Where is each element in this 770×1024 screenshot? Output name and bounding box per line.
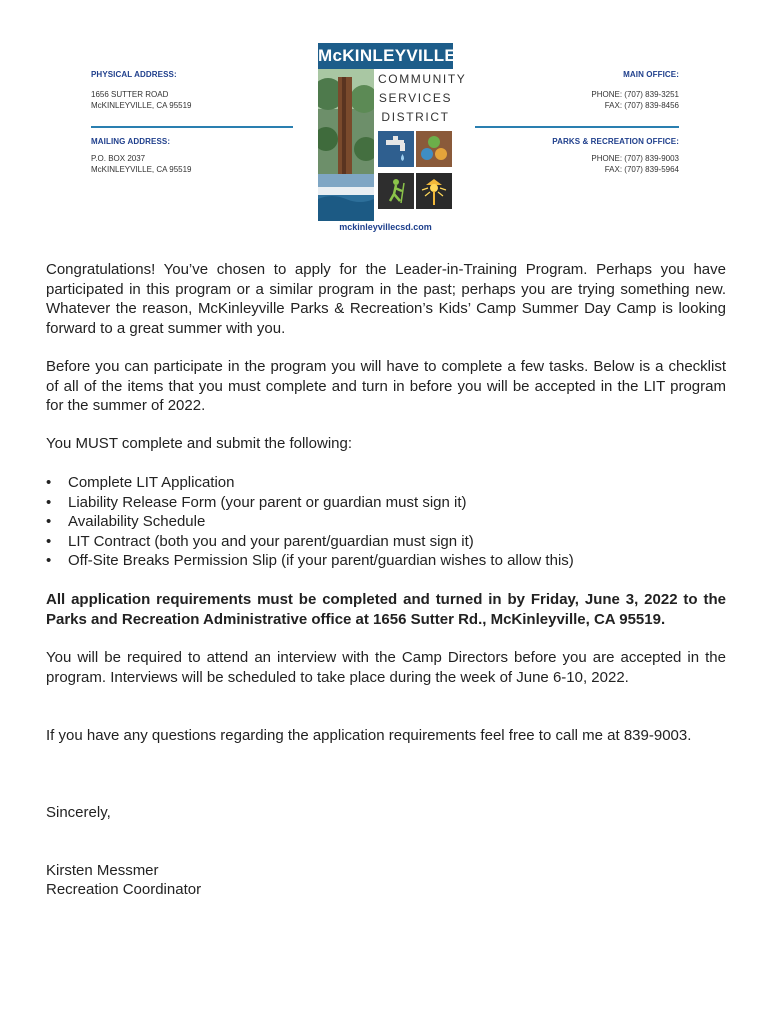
logo-word-community: COMMUNITY — [378, 72, 467, 86]
hiker-icon — [378, 173, 414, 209]
parks-office-phone: PHONE: (707) 839-9003 — [591, 154, 679, 163]
main-office-label: MAIN OFFICE: — [623, 70, 679, 79]
list-item — [46, 473, 726, 493]
physical-address-label: PHYSICAL ADDRESS: — [91, 70, 177, 79]
logo-word-district: DISTRICT — [381, 110, 450, 124]
list-item-text: Availability Schedule — [68, 513, 206, 530]
logo-photo — [318, 69, 374, 221]
list-item — [46, 493, 726, 513]
parks-office-fax: FAX: (707) 839-5964 — [604, 165, 679, 174]
header-rule-left — [91, 126, 293, 128]
list-item-text: LIT Contract (both you and your parent/guardian must sign it) — [68, 532, 474, 550]
bullet: • — [46, 493, 52, 511]
list-item — [46, 532, 726, 552]
parks-office-label: PARKS & RECREATION OFFICE: — [552, 137, 679, 146]
paragraph-questions: If you have any questions regarding the application requirements feel free to call me at 839-9003. — [46, 727, 692, 744]
deadline-notice: All application requirements must be completed and turned in by Friday, June 3, 2022 to the Parks and Recreation Administrative office at 1656 Sutter Rd., McKinleyville, CA 95519. — [46, 591, 726, 628]
logo-title: McKINLEYVILLE — [318, 43, 453, 69]
mailing-address-line2: McKINLEYVILLE, CA 95519 — [91, 165, 192, 174]
water-faucet-icon — [378, 131, 414, 167]
paragraph-interview: You will be required to attend an interview with the Camp Directors before you are accepted in the program. Interviews will be scheduled to take place during the week of June 6-10, 2022. — [46, 649, 726, 686]
bullet: • — [46, 552, 52, 569]
requirements-checklist — [46, 473, 726, 571]
recycle-icon — [416, 131, 452, 167]
physical-address-line1: 1656 SUTTER ROAD — [91, 90, 169, 99]
main-office-fax: FAX: (707) 839-8456 — [604, 101, 679, 110]
signer-name: Kirsten Messmer — [46, 862, 159, 879]
list-item-text: Liability Release Form (your parent or guardian must sign it) — [68, 493, 467, 511]
bullet: • — [46, 532, 52, 550]
streetlight-icon — [416, 173, 452, 209]
logo-word-services: SERVICES — [378, 91, 453, 105]
signer-title: Recreation Coordinator — [46, 881, 202, 898]
list-item-text: Off-Site Breaks Permission Slip (if your parent/guardian wishes to allow this) — [68, 552, 574, 569]
header-rule-right — [475, 126, 679, 128]
closing: Sincerely, — [46, 804, 111, 821]
district-logo — [318, 43, 467, 221]
list-item-text: Complete LIT Application — [68, 474, 235, 491]
bullet: • — [46, 513, 52, 530]
list-item — [46, 512, 726, 532]
mailing-address-label: MAILING ADDRESS: — [91, 137, 171, 146]
website-link[interactable]: mckinleyvillecsd.com — [339, 222, 432, 232]
list-item — [46, 551, 726, 571]
paragraph-intro: Congratulations! You’ve chosen to apply for the Leader-in-Training Program. Perhaps you have participated in this program or a similar program in the past; perhaps you are trying something new. Whatever the reason, McKinleyville Parks & Recreation’s Kids’ Camp Summer Day Camp is looking forward to a great summer with you. — [46, 261, 726, 337]
paragraph-must-submit: You MUST complete and submit the following: — [46, 435, 352, 452]
main-office-phone: PHONE: (707) 839-3251 — [591, 90, 679, 99]
physical-address-line2: McKINLEYVILLE, CA 95519 — [91, 101, 192, 110]
mailing-address-line1: P.O. BOX 2037 — [91, 154, 146, 163]
paragraph-tasks: Before you can participate in the program you will have to complete a few tasks. Below is a checklist of all of the items that you must complete and turn in before you will be accepted in the LIT program for the summer of 2022. — [46, 358, 726, 414]
bullet: • — [46, 474, 52, 491]
